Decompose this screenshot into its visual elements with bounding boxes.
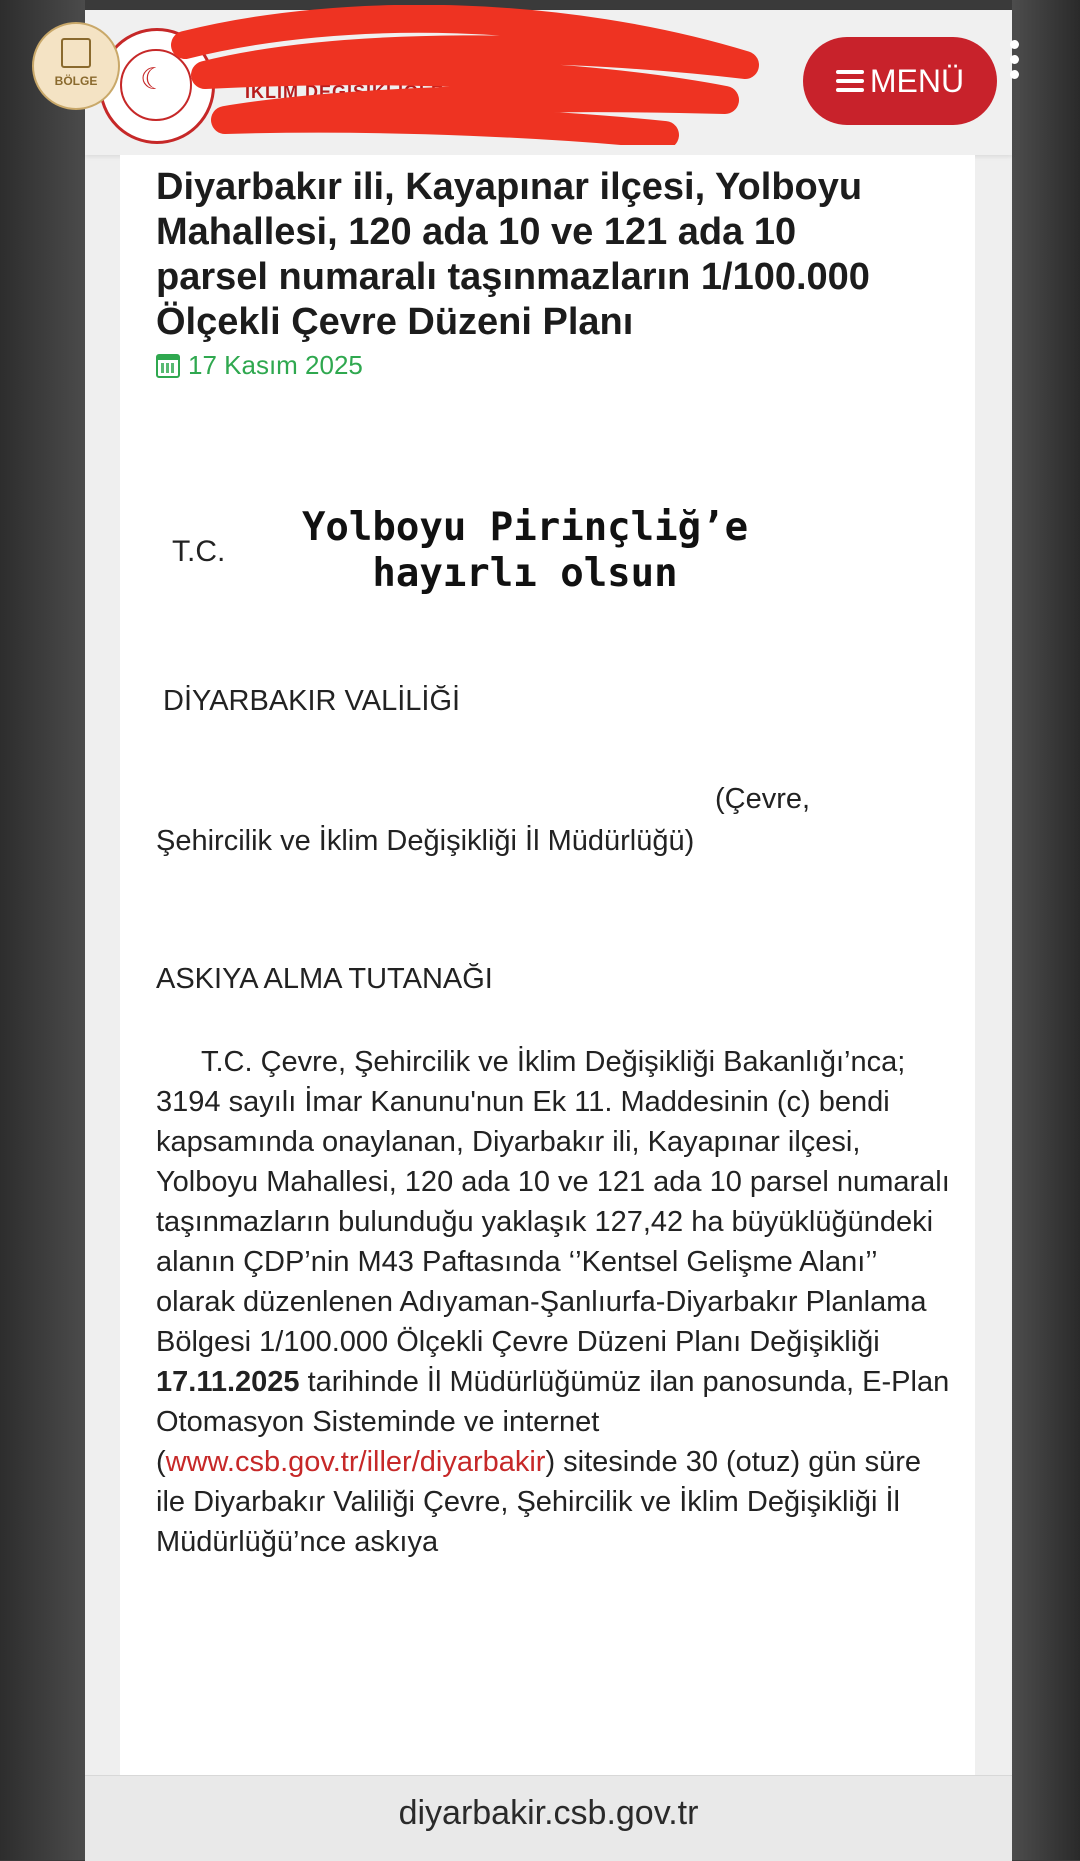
menu-label: MENÜ xyxy=(869,62,965,99)
mudurluk-line-1: (Çevre, xyxy=(715,783,811,815)
body-part-2: tarihinde İl Müdürlüğümüz ilan panosunda, E-Plan Otomasyon Sisteminde ve internet ( xyxy=(156,1366,950,1478)
article-content xyxy=(120,155,975,1775)
body-part-3: ) sitesinde 30 (otuz) gün süre ile Diyarbakır Valiliği Çevre, Şehircilik ve İklim Değişikliği İl Müdürlüğü’nce askıya xyxy=(156,1446,922,1558)
more-options-icon[interactable] xyxy=(1010,40,1020,85)
hamburger-icon xyxy=(836,65,864,97)
site-header xyxy=(85,10,1012,155)
body-part-1: T.C. Çevre, Şehircilik ve İklim Değişikliği Bakanlığı’nca; 3194 sayılı İmar Kanunu'nun Ek 11. Maddesinin (c) bendi kapsamında onaylanan, Diyarbakır ili, Kayapınar ilçesi, Yolboyu Mahallesi, 120 ada 10 ve 121 ada 10 parsel numaralı taşınmazların bulunduğu yaklaşık 127,42 ha büyüklüğündeki alanın ÇDP’nin M43 Paftasında ‘’Kentsel Gelişme Alanı’’ olarak düzenlenen Adıyaman-Şanlıurfa-Diyarbakır Planlama Bölgesi 1/100.000 Ölçekli Çevre Düzeni Planı Değişikliği xyxy=(156,1046,950,1358)
article-date-text: 17 Kasım 2025 xyxy=(188,350,363,380)
story-overlay-text xyxy=(265,505,785,597)
tc-label: T.C. xyxy=(172,535,226,568)
calendar-icon xyxy=(156,354,180,378)
right-background-edge xyxy=(1012,0,1080,1860)
browser-screenshot xyxy=(85,10,1012,1860)
ministry-name: İKLİM DEĞİŞİKLİĞİ BAKANLIĞI xyxy=(245,82,540,102)
article-title: Diyarbakır ili, Kayapınar ilçesi, Yolboyu Mahallesi, 120 ada 10 ve 121 ada 10 parsel numaralı taşınmazların 1/100.000 Ölçekli Çevre Düzeni Planı xyxy=(156,166,870,343)
valilik-heading: DİYARBAKIR VALİLİĞİ xyxy=(163,685,461,717)
overlay-line-2: hayırlı olsun xyxy=(372,551,678,596)
overlay-line-1: Yolboyu Pirinçliğ’e xyxy=(301,505,749,550)
star-icon: ☾ xyxy=(140,63,167,96)
body-date-bold: 17.11.2025 xyxy=(156,1366,300,1398)
menu-button[interactable] xyxy=(803,37,997,125)
url-text: diyarbakir.csb.gov.tr xyxy=(398,1794,699,1832)
section-heading: ASKIYA ALMA TUTANAĞI xyxy=(156,963,493,995)
article-date xyxy=(156,350,363,381)
avatar-logo-text: BÖLGE xyxy=(54,74,98,88)
left-background-edge xyxy=(0,0,85,1860)
house-icon xyxy=(61,38,91,68)
browser-url-bar[interactable] xyxy=(85,1775,1012,1861)
profile-avatar[interactable] xyxy=(32,22,120,110)
article-body xyxy=(156,1042,956,1562)
body-link[interactable]: www.csb.gov.tr/iller/diyarbakir xyxy=(165,1446,546,1478)
mudurluk-line-2: Şehircilik ve İklim Değişikliği İl Müdürlüğü) xyxy=(156,825,695,857)
redaction-scribble xyxy=(145,5,765,145)
